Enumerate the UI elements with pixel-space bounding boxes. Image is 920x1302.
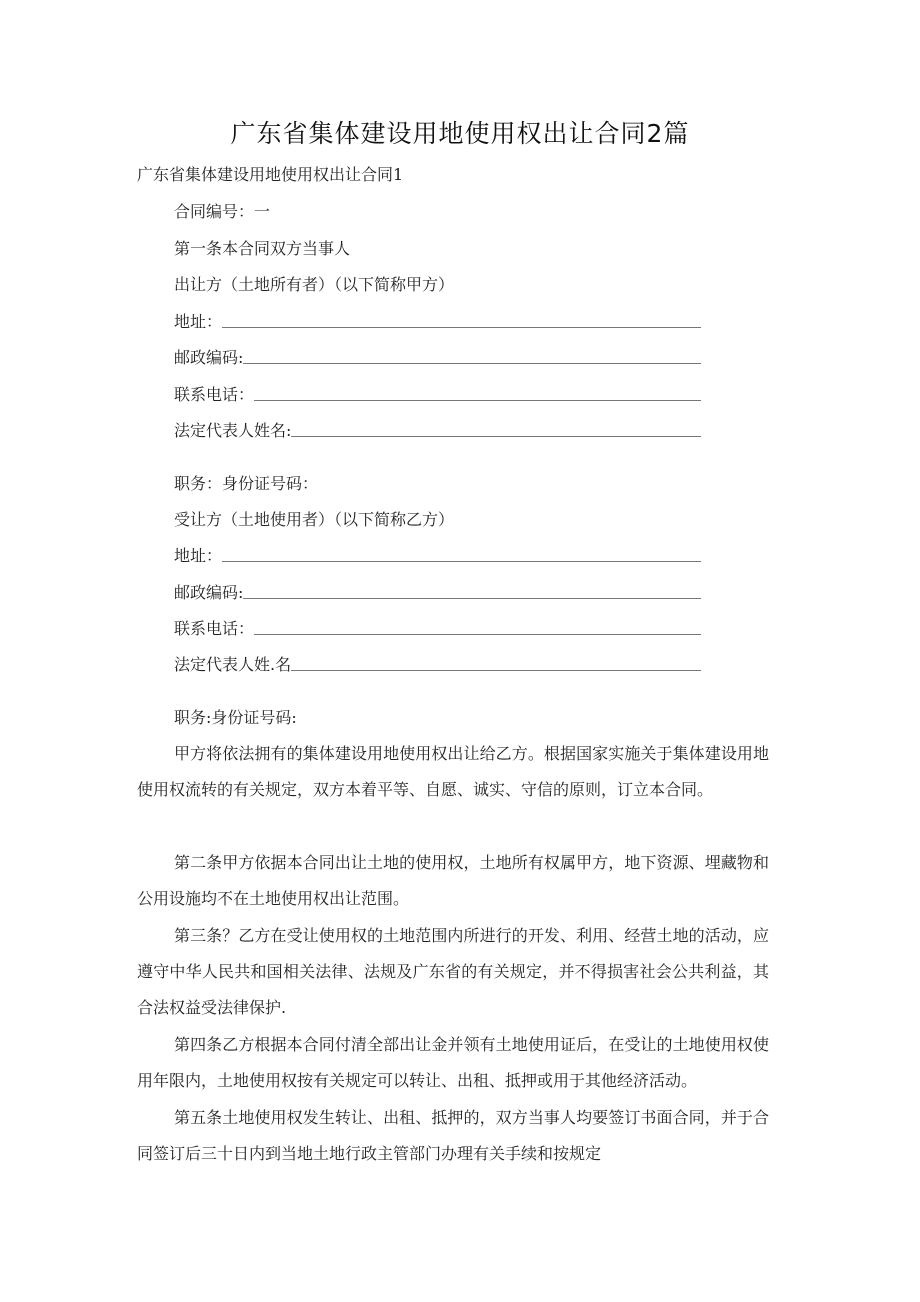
party-a-phone-label: 联系电话： — [174, 385, 255, 404]
party-b-position: 职务:身份证号码: — [174, 708, 297, 727]
party-a-postcode-field — [174, 348, 701, 368]
party-a-postcode-label: 邮政编码: — [174, 348, 244, 367]
party-a-address-label: 地址： — [174, 312, 223, 331]
party-b-phone-label: 联系电话： — [174, 619, 255, 638]
party-a-postcode-blank — [243, 363, 701, 364]
party-b-postcode-blank — [243, 598, 701, 599]
party-a-phone-field — [174, 385, 701, 405]
paragraph-article-2: 第二条甲方依据本合同出让土地的使用权，土地所有权属甲方，地下资源、埋藏物和公用设施均不在土地使用权出让范围。 — [137, 853, 769, 908]
paragraph-article-5: 第五条土地使用权发生转让、出租、抵押的，双方当事人均要签订书面合同，并于合同签订后三十日内到当地土地行政主管部门办理有关手续和按规定 — [137, 1108, 769, 1163]
paragraph-preamble: 甲方将依法拥有的集体建设用地使用权出让给乙方。根据国家实施关于集体建设用地使用权流转的有关规定，双方本着平等、自愿、诚实、守信的原则，订立本合同。 — [137, 744, 769, 799]
party-b-heading: 受让方（土地使用者）（以下简称乙方） — [174, 510, 455, 529]
party-a-phone-blank — [254, 400, 701, 401]
paragraph-article-4: 第四条乙方根据本合同付清全部出让金并领有土地使用证后，在受让的土地使用权使用年限内，土地使用权按有关规定可以转让、出租、抵押或用于其他经济活动。 — [137, 1035, 769, 1090]
party-b-address-blank — [222, 561, 701, 562]
party-a-address-field — [174, 312, 701, 332]
party-b-rep-label: 法定代表人姓.名 — [174, 655, 292, 674]
party-b-rep-field — [174, 655, 701, 675]
party-a-position: 职务：身份证号码： — [174, 474, 319, 493]
party-a-address-blank — [222, 327, 701, 328]
document-title: 广东省集体建设用地使用权出让合同2篇 — [230, 119, 690, 148]
party-a-rep-field — [174, 421, 701, 441]
party-b-postcode-label: 邮政编码: — [174, 583, 244, 602]
article-1-heading: 第一条本合同双方当事人 — [174, 239, 351, 258]
party-a-rep-blank — [291, 436, 701, 437]
party-a-heading: 出让方（土地所有者）（以下简称甲方） — [174, 275, 455, 294]
contract-subtitle: 广东省集体建设用地使用权出让合同1 — [137, 165, 404, 184]
party-a-rep-label: 法定代表人姓名: — [174, 421, 292, 440]
party-b-postcode-field — [174, 583, 701, 603]
party-b-address-field — [174, 546, 701, 566]
party-b-address-label: 地址： — [174, 546, 223, 565]
party-b-phone-field — [174, 619, 701, 639]
contract-number: 合同编号：一 — [174, 202, 271, 221]
party-b-phone-blank — [254, 634, 701, 635]
paragraph-article-3: 第三条？乙方在受让使用权的土地范围内所进行的开发、利用、经营土地的活动，应遵守中华人民共和国相关法律、法规及广东省的有关规定，并不得损害社会公共利益，其合法权益受法律保护. — [137, 926, 769, 1017]
party-b-rep-blank — [291, 670, 701, 671]
